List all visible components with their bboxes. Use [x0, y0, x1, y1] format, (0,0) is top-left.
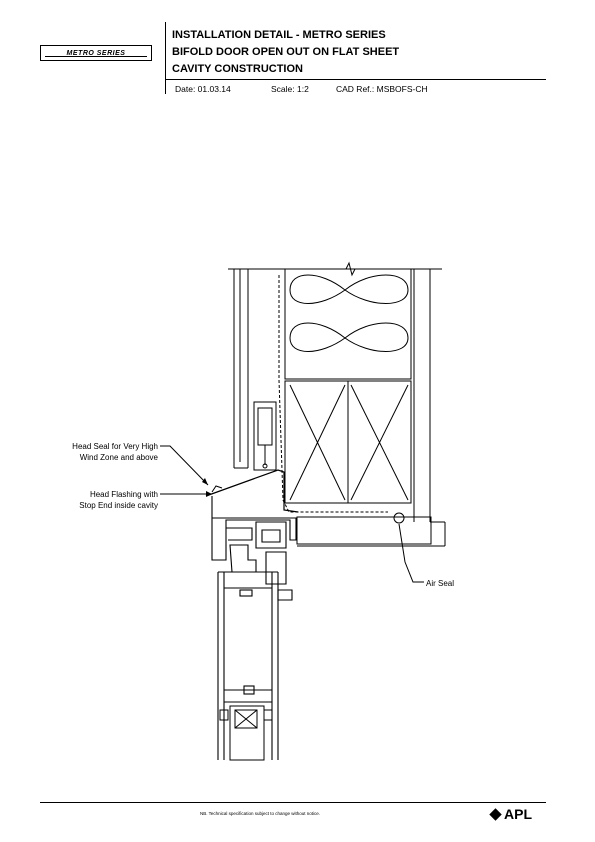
air-seal-callout: Air Seal — [426, 579, 455, 588]
apl-diamond-icon — [489, 808, 501, 820]
apl-brand-text: APL — [504, 806, 532, 822]
title-line-1: INSTALLATION DETAIL - METRO SERIES — [172, 29, 386, 41]
air-seal-leader — [399, 524, 424, 582]
apl-logo — [490, 806, 532, 822]
head-seal-label-line-2: Wind Zone and above — [79, 453, 158, 462]
title-line-3: CAVITY CONSTRUCTION — [172, 63, 303, 75]
head-seal-leader — [160, 446, 208, 485]
reveal-liner — [297, 513, 431, 544]
date-field: Date: 01.03.14 — [175, 84, 231, 94]
glazing-unit — [220, 706, 272, 760]
cad-ref-field: CAD Ref.: MSBOFS-CH — [336, 84, 428, 94]
air-seal-bead — [394, 513, 404, 523]
footer-divider — [40, 802, 546, 803]
title-line-2: BIFOLD DOOR OPEN OUT ON FLAT SHEET — [172, 46, 400, 58]
insulation — [285, 269, 411, 379]
head-flashing-callout — [40, 489, 158, 511]
interior-lining — [297, 269, 445, 546]
scale-field: Scale: 1:2 — [271, 84, 309, 94]
head-seal-label-line-1: Head Seal for Very High — [72, 442, 158, 451]
head-flashing-label-line-1: Head Flashing with — [89, 490, 158, 499]
footer-note: NB. Technical specification subject to change without notice. — [200, 811, 320, 816]
timber-lintel — [285, 381, 411, 503]
cavity-bracket — [254, 402, 276, 470]
door-leaf — [218, 572, 278, 760]
cladding-sheet — [234, 269, 248, 468]
head-flashing — [206, 470, 298, 512]
head-flashing-label-line-2: Stop End inside cavity — [79, 501, 158, 510]
logo-text: METRO SERIES — [66, 49, 126, 57]
head-seal-callout — [40, 441, 158, 463]
frame-head — [212, 496, 296, 600]
